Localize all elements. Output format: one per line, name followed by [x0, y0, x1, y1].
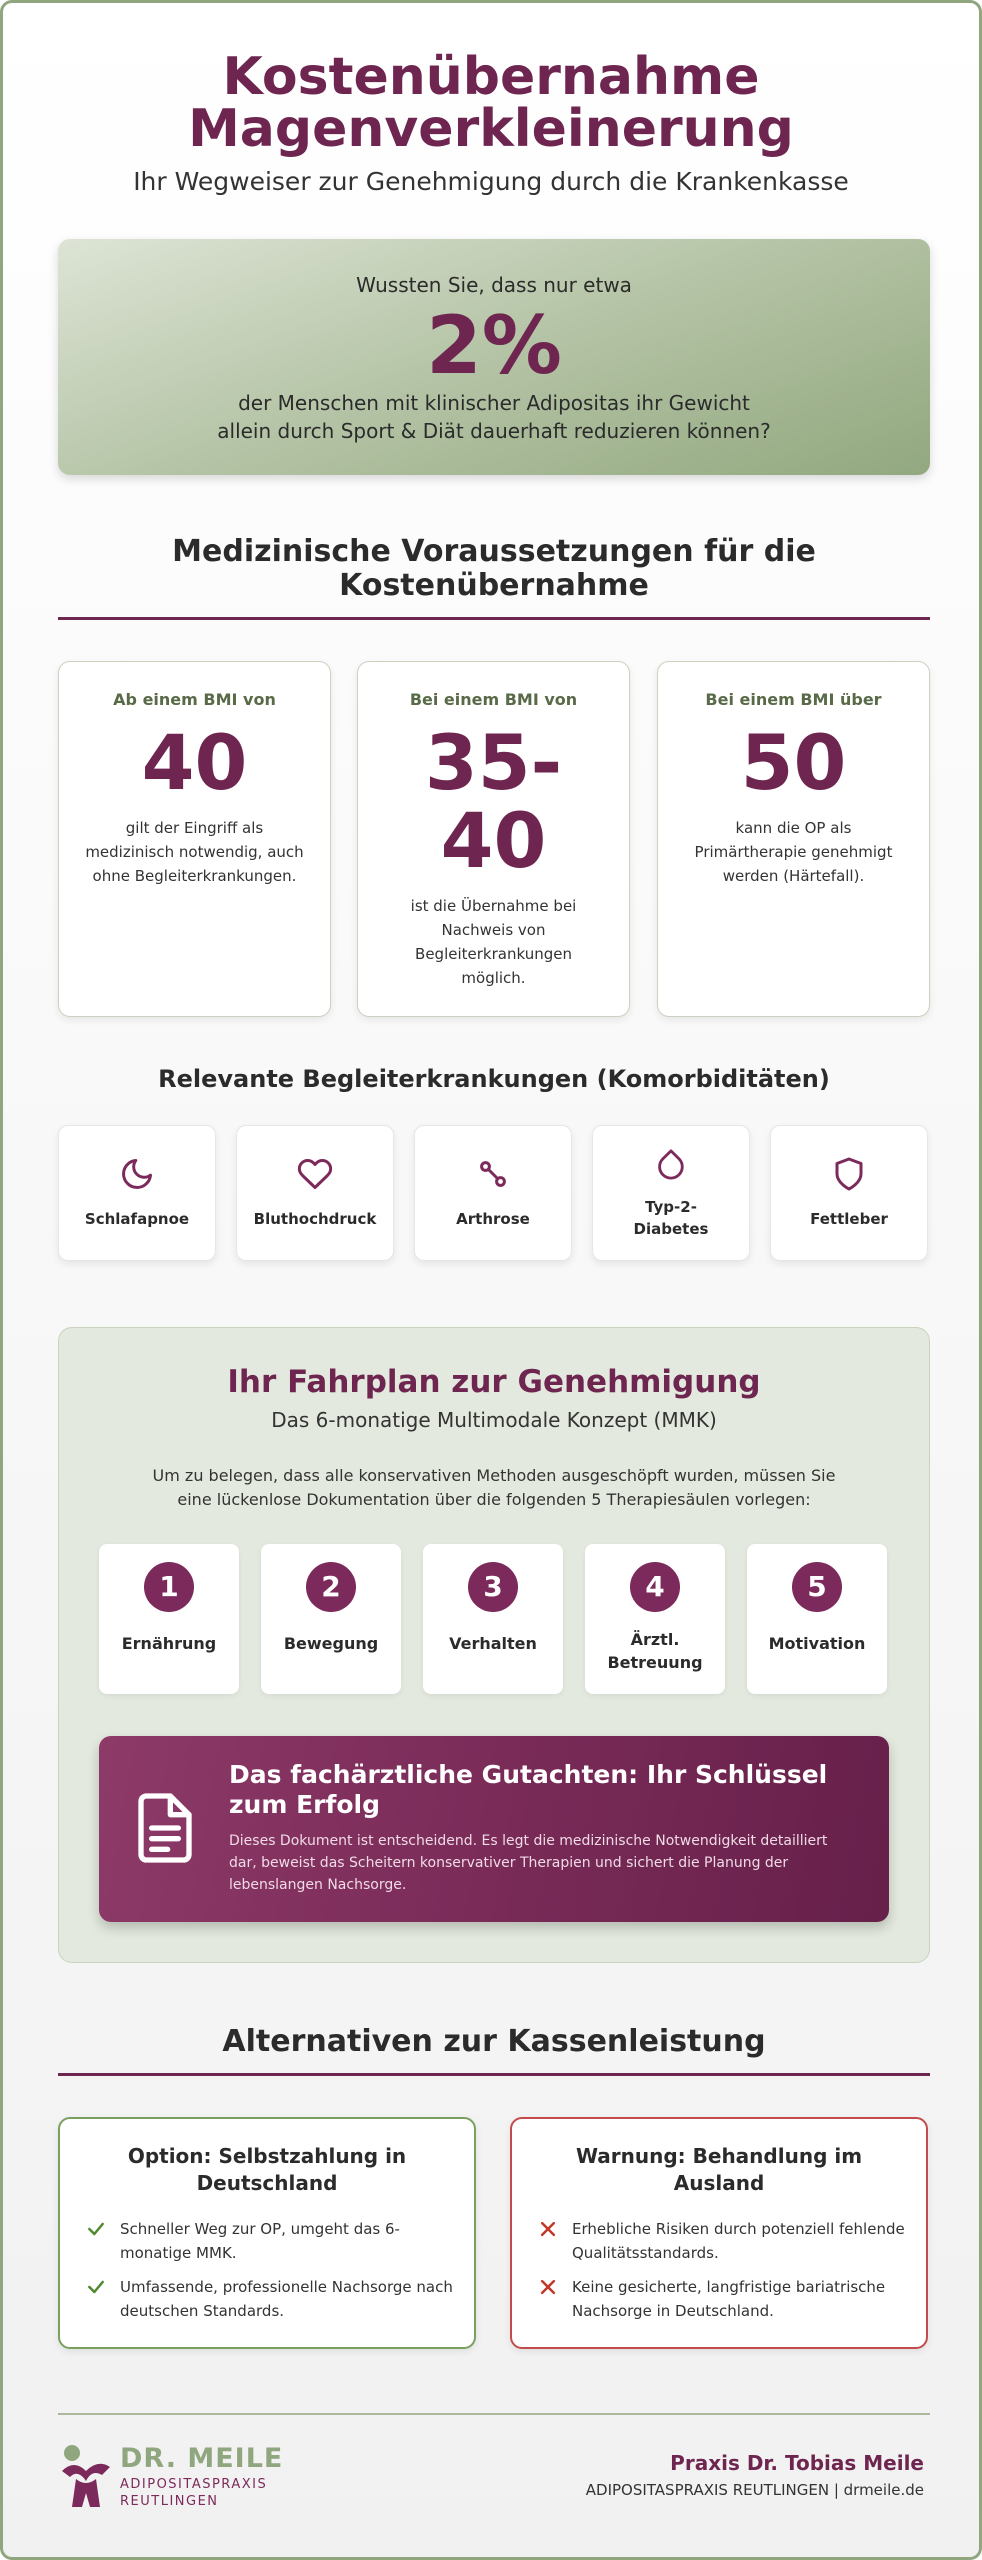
gutachten-text-line1: Dieses Dokument ist entscheidend. Es legt die medizinische Notwendigkeit detailliert — [229, 1833, 828, 1849]
logo-name: DR. MEILE — [120, 2443, 284, 2474]
page-title-line2: Magenverkleinerung — [188, 99, 794, 159]
stat-pre-text: Wussten Sie, dass nur etwa — [356, 273, 632, 297]
step-label: Verhalten — [449, 1634, 537, 1653]
step-number: 5 — [792, 1562, 842, 1612]
gutachten-text-line2: dar, beweist das Scheitern konservativer Therapien und sichert die Planung der — [229, 1855, 789, 1871]
bmi-card-description — [83, 816, 306, 888]
step-card-2 — [261, 1544, 401, 1694]
bmi-card-value: 40 — [141, 718, 248, 807]
gutachten-text — [229, 1830, 865, 1896]
step-number: 1 — [144, 1562, 194, 1612]
comorbidity-card-arthrose — [414, 1125, 572, 1261]
requirements-title-line2: Kostenübernahme — [339, 568, 649, 603]
option-list-item — [86, 2217, 454, 2265]
drop-icon — [593, 1146, 749, 1186]
bmi-card-50 — [657, 661, 930, 1017]
logo-line2: REUTLINGEN — [120, 2494, 219, 2509]
document-icon — [133, 1790, 197, 1870]
desc-line: Begleiterkrankungen — [415, 945, 572, 963]
warning-item-line: Qualitätsstandards. — [572, 2244, 719, 2262]
section-divider — [58, 2073, 930, 2076]
check-icon — [86, 2219, 106, 2239]
roadmap-title: Ihr Fahrplan zur Genehmigung — [227, 1364, 761, 1400]
step-number: 3 — [468, 1562, 518, 1612]
check-icon — [86, 2277, 106, 2297]
step-card-3 — [423, 1544, 563, 1694]
shield-icon — [771, 1156, 927, 1196]
option-item-text — [86, 2275, 454, 2323]
comorbidity-card-diabetes — [592, 1125, 750, 1261]
step-label: Ernährung — [121, 1634, 217, 1653]
warning-list-item — [538, 2275, 906, 2323]
step-number: 2 — [306, 1562, 356, 1612]
comorbidity-label: Bluthochdruck — [253, 1210, 377, 1228]
desc-line: Nachweis von — [441, 921, 546, 939]
warning-item-line: Nachsorge in Deutschland. — [572, 2302, 774, 2320]
bmi-card-value: 50 — [740, 718, 847, 807]
practice-address: ADIPOSITASPRAXIS REUTLINGEN | drmeile.de — [585, 2481, 924, 2499]
cross-icon — [538, 2219, 558, 2239]
step-label: Motivation — [768, 1634, 866, 1653]
comorbidity-card-schlafapnoe — [58, 1125, 216, 1261]
comorbidity-label — [599, 1196, 743, 1240]
desc-line: Primärtherapie genehmigt — [694, 843, 893, 861]
desc-line: kann die OP als — [735, 819, 852, 837]
stat-post-line2: allein durch Sport & Diät dauerhaft reduzieren können? — [217, 419, 771, 443]
stat-box — [58, 239, 930, 475]
bmi-card-label: Bei einem BMI von — [409, 690, 578, 709]
option-list-item — [86, 2275, 454, 2323]
requirements-title — [58, 535, 930, 603]
requirements-title-line1: Medizinische Voraussetzungen für die — [172, 534, 816, 569]
roadmap-text — [119, 1464, 869, 1512]
gutachten-title-line2: zum Erfolg — [229, 1790, 381, 1819]
cross-icon — [538, 2277, 558, 2297]
comorbidity-label: Arthrose — [456, 1210, 530, 1228]
joint-icon — [415, 1156, 571, 1196]
bmi-card-description — [382, 894, 605, 990]
step-label — [589, 1628, 721, 1674]
option-item-line: Schneller Weg zur OP, umgeht das 6- — [120, 2220, 400, 2238]
warning-ausland-card — [510, 2117, 928, 2349]
option-item-line: deutschen Standards. — [120, 2302, 285, 2320]
gutachten-title — [229, 1760, 865, 1820]
desc-line: ohne Begleiterkrankungen. — [92, 867, 297, 885]
option-item-text — [86, 2217, 454, 2265]
warning-title-line1: Warnung: Behandlung im — [575, 2144, 863, 2168]
gutachten-banner — [99, 1736, 889, 1922]
step-label-line2: Betreuung — [607, 1653, 703, 1672]
warning-title-line2: Ausland — [673, 2171, 765, 2195]
logo-line1: ADIPOSITASPRAXIS — [120, 2477, 268, 2492]
gutachten-text-line3: lebenslangen Nachsorge. — [229, 1877, 407, 1893]
step-card-1 — [99, 1544, 239, 1694]
bmi-value-line2: 40 — [440, 796, 547, 885]
roadmap-text-line1: Um zu belegen, dass alle konservativen Methoden ausgeschöpft wurden, müssen Sie — [152, 1466, 836, 1485]
option-selbstzahlung-card — [58, 2117, 476, 2349]
step-number: 4 — [630, 1562, 680, 1612]
desc-line: möglich. — [461, 969, 526, 987]
warning-item-line: Keine gesicherte, langfristige bariatrische — [572, 2278, 886, 2296]
warning-item-text — [538, 2217, 906, 2265]
step-label: Bewegung — [283, 1634, 379, 1653]
footer-divider — [58, 2413, 930, 2415]
option-title-line1: Option: Selbstzahlung in — [127, 2144, 407, 2168]
person-logo-icon — [58, 2441, 114, 2509]
desc-line: werden (Härtefall). — [722, 867, 865, 885]
roadmap-panel — [58, 1327, 930, 1963]
moon-icon — [59, 1156, 215, 1196]
stat-value: 2% — [426, 299, 562, 392]
option-item-line: monatige MMK. — [120, 2244, 237, 2262]
comorbidity-card-fettleber — [770, 1125, 928, 1261]
desc-line: gilt der Eingriff als — [125, 819, 264, 837]
alternatives-title: Alternativen zur Kassenleistung — [222, 2024, 766, 2059]
comorbidity-label: Schlafapnoe — [84, 1210, 190, 1228]
page-title — [3, 47, 979, 159]
desc-line: medizinisch notwendig, auch — [85, 843, 304, 861]
bmi-card-35-40 — [357, 661, 630, 1017]
step-card-5 — [747, 1544, 887, 1694]
page-subtitle: Ihr Wegweiser zur Genehmigung durch die Krankenkasse — [133, 167, 849, 196]
page-title-line1: Kostenübernahme — [222, 47, 760, 107]
warning-item-text — [538, 2275, 906, 2323]
roadmap-subtitle: Das 6-monatige Multimodale Konzept (MMK) — [271, 1408, 717, 1432]
practice-name: Praxis Dr. Tobias Meile — [670, 2451, 924, 2475]
bmi-card-40 — [58, 661, 331, 1017]
warning-title — [532, 2143, 906, 2197]
practice-logo — [58, 2439, 298, 2509]
step-label-line1: Ärztl. — [630, 1630, 680, 1649]
bmi-card-description — [682, 816, 905, 888]
bmi-card-value — [358, 718, 629, 885]
bmi-value-line1: 35- — [424, 718, 563, 807]
stat-post-line1: der Menschen mit klinischer Adipositas ihr Gewicht — [238, 391, 750, 415]
warning-item-line: Erhebliche Risiken durch potenziell fehlende — [572, 2220, 905, 2238]
bmi-card-label: Bei einem BMI über — [705, 690, 882, 709]
gutachten-title-line1: Das fachärztliche Gutachten: Ihr Schlüssel — [229, 1760, 828, 1789]
option-title-line2: Deutschland — [196, 2171, 338, 2195]
option-title — [80, 2143, 454, 2197]
comorbidity-label: Fettleber — [810, 1210, 888, 1228]
stat-post-text — [58, 389, 930, 445]
desc-line: ist die Übernahme bei — [410, 897, 577, 915]
roadmap-text-line2: eine lückenlose Dokumentation über die folgenden 5 Therapiesäulen vorlegen: — [177, 1490, 811, 1509]
option-item-line: Umfassende, professionelle Nachsorge nach — [120, 2278, 453, 2296]
comorbidity-card-bluthochdruck — [236, 1125, 394, 1261]
section-divider — [58, 617, 930, 620]
warning-list-item — [538, 2217, 906, 2265]
step-card-4 — [585, 1544, 725, 1694]
comorbidity-label-line2: Diabetes — [633, 1220, 709, 1238]
bmi-card-label: Ab einem BMI von — [113, 690, 276, 709]
heart-icon — [237, 1156, 393, 1196]
comorbidity-label-line1: Typ-2- — [645, 1198, 697, 1216]
comorbidities-title: Relevante Begleiterkrankungen (Komorbiditäten) — [158, 1065, 830, 1093]
